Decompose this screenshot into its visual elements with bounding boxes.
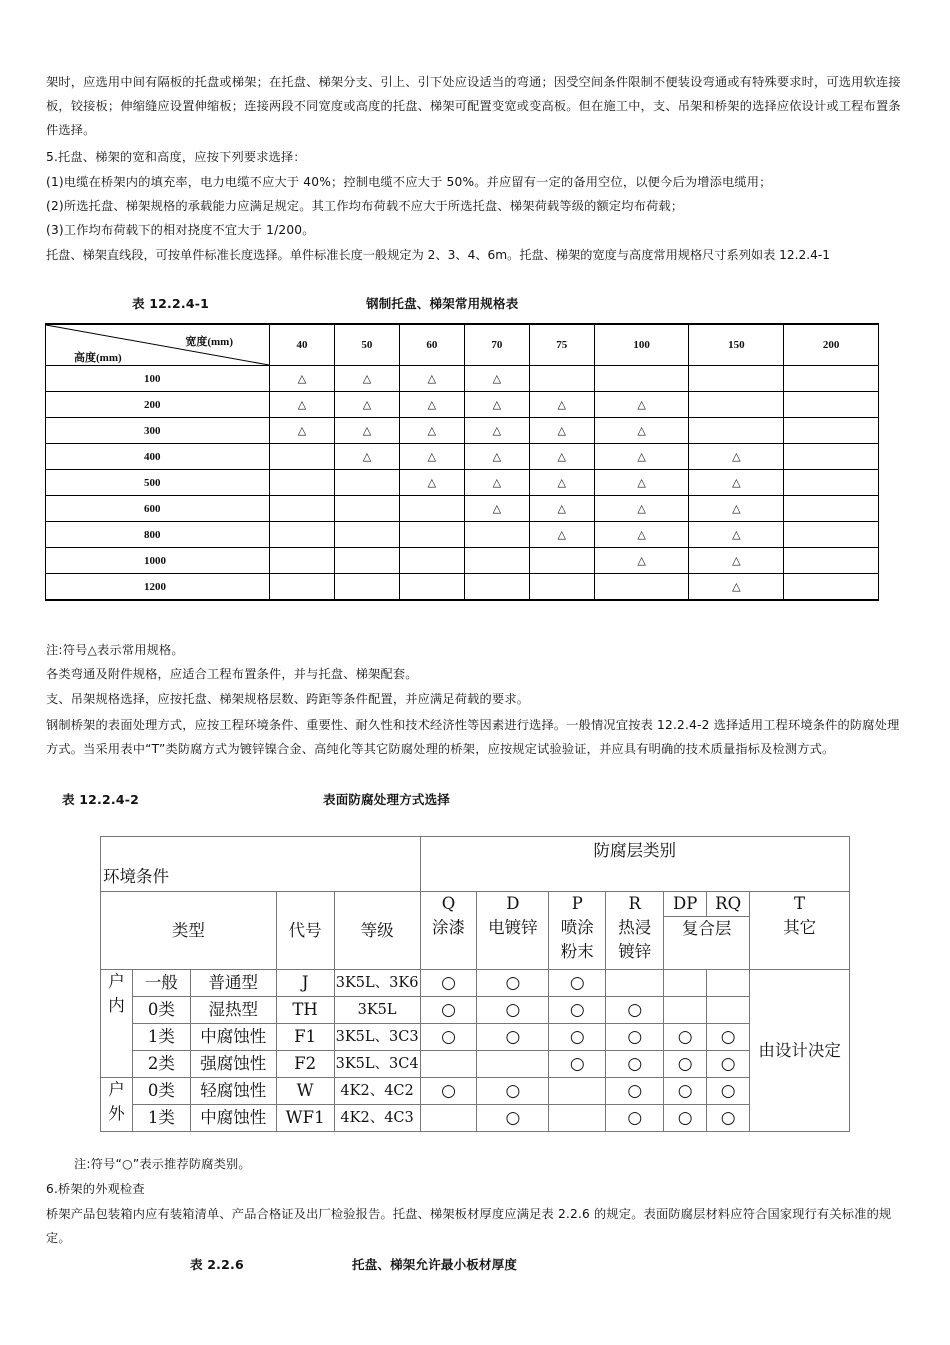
spec-cell	[784, 522, 879, 548]
triangle-icon: △	[557, 450, 567, 463]
spec-cell	[464, 496, 529, 522]
triangle-icon: △	[637, 502, 646, 515]
mark-cell	[664, 970, 707, 997]
spec-cell	[529, 574, 594, 601]
width-col: 150	[689, 324, 784, 366]
type-header: 类型	[101, 892, 277, 970]
spec-cell	[594, 444, 689, 470]
width-label: 宽度(mm)	[185, 336, 233, 348]
code-cell: J	[276, 970, 334, 997]
mark-cell	[420, 1078, 477, 1105]
height-cell: 200	[46, 392, 270, 418]
spec-cell	[270, 522, 335, 548]
width-col: 60	[399, 324, 464, 366]
d-header	[477, 892, 549, 970]
spec-cell	[464, 418, 529, 444]
spec-cell	[464, 366, 529, 392]
r-code: R	[628, 894, 641, 913]
triangle-icon: △	[362, 372, 372, 385]
table1-title: 钢制托盘、梯架常用规格表	[366, 296, 519, 311]
circle-icon: ○	[627, 1081, 643, 1101]
spec-cell	[594, 392, 689, 418]
spec-cell	[529, 418, 594, 444]
triangle-icon: △	[557, 398, 567, 411]
circle-icon: ○	[720, 1081, 736, 1101]
triangle-icon: △	[732, 450, 741, 463]
spec-cell	[399, 548, 464, 574]
circle-icon: ○	[569, 1027, 585, 1047]
height-cell: 500	[46, 470, 270, 496]
triangle-icon: △	[732, 476, 741, 489]
triangle-icon: △	[492, 476, 502, 489]
d-name: 电镀锌	[488, 918, 538, 937]
mark-cell	[707, 1078, 750, 1105]
triangle-icon: △	[427, 476, 437, 489]
spec-table	[45, 323, 879, 601]
triangle-icon: △	[732, 528, 741, 541]
spec-cell	[784, 444, 879, 470]
circle-icon: ○	[677, 1054, 693, 1074]
mark-cell	[549, 1051, 606, 1078]
spec-row	[46, 366, 879, 392]
mark-cell	[664, 997, 707, 1024]
circle-icon: ○	[441, 973, 456, 993]
spec-cell	[270, 444, 335, 470]
spec-cell	[464, 522, 529, 548]
spec-cell	[334, 548, 399, 574]
class-cell: 一般	[132, 970, 190, 997]
triangle-icon: △	[637, 450, 646, 463]
mark-cell	[477, 1051, 549, 1078]
spec-cell	[529, 366, 594, 392]
mark-cell	[477, 1024, 549, 1051]
mark-cell	[606, 1078, 664, 1105]
length-paragraph: 托盘、梯架直线段，可按单件标准长度选择。单件标准长度一般规定为 2、3、4、6m。托盘、梯架的宽度与高度常用规格尺寸系列如表 12.2.4-1	[46, 248, 831, 262]
spec-cell	[529, 522, 594, 548]
spec-cell	[689, 574, 784, 601]
spec-cell	[270, 470, 335, 496]
spec-cell	[529, 470, 594, 496]
spec-cell	[399, 418, 464, 444]
type-name-cell: 强腐蚀性	[190, 1051, 276, 1078]
q-header	[420, 892, 477, 970]
height-cell: 100	[46, 366, 270, 392]
triangle-icon: △	[637, 528, 646, 541]
spec-cell	[594, 418, 689, 444]
triangle-icon: △	[427, 372, 437, 385]
triangle-icon: △	[732, 502, 741, 515]
spec-cell	[270, 574, 335, 601]
spec-cell	[594, 470, 689, 496]
spec-row	[46, 522, 879, 548]
triangle-icon: △	[297, 372, 307, 385]
triangle-icon: △	[362, 424, 372, 437]
width-col: 40	[270, 324, 335, 366]
triangle-icon: △	[557, 502, 567, 515]
requirement-2: (2)所选托盘、梯架规格的承载能力应满足规定。其工作均布荷载不应大于所选托盘、梯架荷载等级的额定均布荷载；	[46, 199, 684, 213]
r-header	[606, 892, 664, 970]
spec-cell	[334, 470, 399, 496]
spec-cell	[399, 470, 464, 496]
requirement-1: (1)电缆在桥架内的填充率，电力电缆不应大于 40%；控制电缆不应大于 50%。并应留有一定的备用空位，以便今后为增添电缆用；	[46, 175, 772, 189]
spec-cell	[529, 392, 594, 418]
outdoor-group	[101, 1078, 133, 1132]
circle-icon: ○	[441, 1000, 456, 1020]
circle-icon: ○	[505, 1108, 521, 1128]
env-row	[101, 1051, 850, 1078]
circle-icon: ○	[441, 1081, 456, 1101]
width-col: 100	[594, 324, 689, 366]
r-name: 热浸镀锌	[618, 918, 652, 961]
spec-cell	[399, 496, 464, 522]
spec-cell	[399, 392, 464, 418]
mark-cell	[420, 997, 477, 1024]
triangle-icon: △	[637, 398, 646, 411]
grade-cell: 4K2、4C3	[334, 1105, 420, 1132]
spec-header-row	[46, 324, 879, 366]
spec-row	[46, 392, 879, 418]
spec-row	[46, 574, 879, 601]
circle-icon: ○	[627, 1027, 643, 1047]
q-name: 涂漆	[432, 918, 466, 937]
indoor-label: 户内	[108, 972, 125, 1015]
circle-icon: ○	[505, 1000, 521, 1020]
grade-cell: 3K5L、3C4	[334, 1051, 420, 1078]
spec-row	[46, 470, 879, 496]
spec-row	[46, 496, 879, 522]
mark-cell	[477, 970, 549, 997]
spec-cell	[334, 496, 399, 522]
table2-number: 表 12.2.4-2	[62, 792, 140, 807]
spec-cell	[464, 392, 529, 418]
spec-cell	[784, 574, 879, 601]
circle-icon: ○	[569, 1000, 585, 1020]
grade-cell: 4K2、4C2	[334, 1078, 420, 1105]
class-cell: 1类	[132, 1024, 190, 1051]
mark-cell	[549, 997, 606, 1024]
triangle-icon: △	[427, 398, 437, 411]
spec-cell	[334, 574, 399, 601]
triangle-icon: △	[492, 502, 502, 515]
mark-cell	[664, 1078, 707, 1105]
mark-cell	[664, 1105, 707, 1132]
triangle-icon: △	[297, 424, 307, 437]
triangle-icon: △	[637, 476, 646, 489]
mark-cell	[420, 1105, 477, 1132]
mark-cell	[606, 1105, 664, 1132]
spec-row	[46, 548, 879, 574]
code-cell: F1	[276, 1024, 334, 1051]
circle-icon: ○	[505, 1081, 521, 1101]
height-label: 高度(mm)	[74, 352, 122, 364]
spec-cell	[689, 548, 784, 574]
triangle-icon: △	[297, 398, 307, 411]
note-triangle: 注:符号△表示常用规格。	[46, 643, 184, 657]
rq-header: RQ	[707, 892, 750, 917]
mark-cell	[664, 1024, 707, 1051]
class-header: 防腐层类别	[420, 837, 849, 892]
env-row	[101, 970, 850, 997]
class-cell: 0类	[132, 1078, 190, 1105]
spec-cell	[689, 418, 784, 444]
p-header	[549, 892, 606, 970]
d-code: D	[506, 894, 520, 913]
spec-cell	[784, 470, 879, 496]
triangle-icon: △	[557, 476, 567, 489]
code-cell: TH	[276, 997, 334, 1024]
circle-icon: ○	[677, 1108, 693, 1128]
mark-cell	[606, 1051, 664, 1078]
spec-cell	[334, 444, 399, 470]
spec-cell	[784, 548, 879, 574]
spec-cell	[399, 574, 464, 601]
circle-icon: ○	[627, 1000, 643, 1020]
height-cell: 400	[46, 444, 270, 470]
mark-cell	[549, 970, 606, 997]
inspection-paragraph: 桥架产品包装箱内应有装箱清单、产品合格证及出厂检验报告。托盘、梯架板材厚度应满足表 2.2.6 的规定。表面防腐层材料应符合国家现行有关标准的规定。	[46, 1207, 892, 1245]
triangle-icon: △	[732, 580, 741, 593]
triangle-icon: △	[492, 424, 502, 437]
width-col: 75	[529, 324, 594, 366]
table1-number: 表 12.2.4-1	[132, 296, 210, 311]
width-col: 200	[784, 324, 879, 366]
mark-cell	[549, 1024, 606, 1051]
requirement-3: (3)工作均布荷载下的相对挠度不宜大于 1/200。	[46, 223, 315, 237]
t-name: 其它	[783, 918, 817, 937]
triangle-icon: △	[557, 528, 567, 541]
spec-cell	[399, 522, 464, 548]
mark-cell	[549, 1078, 606, 1105]
height-cell: 800	[46, 522, 270, 548]
triangle-icon: △	[492, 450, 502, 463]
note-fittings: 各类弯通及附件规格，应适合工程布置条件，并与托盘、梯架配套。	[46, 667, 418, 681]
note-surface: 钢制桥架的表面处理方式，应按工程环境条件、重要性、耐久性和技术经济性等因素进行选择。一般情况宜按表 12.2.4-2 选择适用工程环境条件的防腐处理方式。当采用表中“T”类防腐方式为镀锌镍合金、高纯化等其它防腐处理的桥架，应按规定试验验证，并应具有明确的技术质量指标及检测方式。	[46, 718, 900, 756]
spec-cell	[689, 392, 784, 418]
circle-icon: ○	[441, 1027, 456, 1047]
circle-icon: ○	[677, 1027, 693, 1047]
outdoor-label: 户外	[108, 1080, 125, 1123]
circle-icon: ○	[505, 973, 521, 993]
spec-cell	[334, 418, 399, 444]
spec-cell	[689, 366, 784, 392]
height-cell: 300	[46, 418, 270, 444]
mark-cell	[549, 1105, 606, 1132]
circle-icon: ○	[505, 1027, 521, 1047]
spec-cell	[784, 418, 879, 444]
spec-cell	[689, 470, 784, 496]
circle-icon: ○	[720, 1054, 736, 1074]
mark-cell	[477, 1078, 549, 1105]
spec-cell	[270, 366, 335, 392]
circle-icon: ○	[677, 1081, 693, 1101]
grade-cell: 3K5L、3K6	[334, 970, 420, 997]
t-code: T	[794, 894, 806, 913]
circle-icon: ○	[569, 1054, 585, 1074]
intro-paragraph: 架时，应选用中间有隔板的托盘或梯架；在托盘、梯架分支、引上、引下处应设适当的弯通；因受空间条件限制不便装设弯通或有特殊要求时，可选用软连接板，铰接板；伸缩缝应设置伸缩板；连接两段不同宽度或高度的托盘、梯架可配置变宽或变高板。但在施工中，支、吊架和桥架的选择应依设计或工程布置条件选择。	[46, 75, 901, 137]
spec-cell	[464, 548, 529, 574]
triangle-icon: △	[492, 398, 502, 411]
spec-cell	[270, 496, 335, 522]
grade-header: 等级	[334, 892, 420, 970]
grade-cell: 3K5L	[334, 997, 420, 1024]
grade-cell: 3K5L、3C3	[334, 1024, 420, 1051]
t2-header-row-1	[101, 837, 850, 892]
spec-cell	[594, 496, 689, 522]
t-header	[750, 892, 850, 970]
spec-cell	[270, 392, 335, 418]
triangle-icon: △	[427, 424, 437, 437]
t2-header-row-2	[101, 892, 850, 917]
mark-cell	[477, 997, 549, 1024]
spec-cell	[689, 444, 784, 470]
triangle-icon: △	[637, 424, 646, 437]
height-cell: 600	[46, 496, 270, 522]
spec-cell	[399, 366, 464, 392]
mark-cell	[420, 1024, 477, 1051]
spec-cell	[334, 522, 399, 548]
mark-cell	[477, 1105, 549, 1132]
code-header: 代号	[276, 892, 334, 970]
env-row	[101, 1105, 850, 1132]
triangle-icon: △	[732, 554, 741, 567]
note-circle: 注:符号“○”表示推荐防腐类别。	[74, 1157, 251, 1171]
mark-cell	[707, 970, 750, 997]
composite-header: 复合层	[664, 917, 750, 970]
triangle-icon: △	[427, 450, 437, 463]
mark-cell	[420, 970, 477, 997]
mark-cell	[664, 1051, 707, 1078]
type-name-cell: 湿热型	[190, 997, 276, 1024]
spec-cell	[270, 418, 335, 444]
width-col: 70	[464, 324, 529, 366]
spec-cell	[594, 366, 689, 392]
spec-row	[46, 444, 879, 470]
spec-cell	[689, 496, 784, 522]
spec-cell	[784, 496, 879, 522]
table3-number: 表 2.2.6	[190, 1257, 244, 1272]
mark-cell	[606, 1024, 664, 1051]
spec-cell	[464, 470, 529, 496]
type-name-cell: 中腐蚀性	[190, 1024, 276, 1051]
triangle-icon: △	[492, 372, 502, 385]
spec-row	[46, 418, 879, 444]
type-name-cell: 普通型	[190, 970, 276, 997]
table3-title: 托盘、梯架允许最小板材厚度	[352, 1257, 518, 1272]
class-cell: 2类	[132, 1051, 190, 1078]
spec-cell	[270, 548, 335, 574]
spec-cell	[594, 522, 689, 548]
env-header: 环境条件	[101, 837, 421, 892]
spec-cell	[689, 522, 784, 548]
type-name-cell: 轻腐蚀性	[190, 1078, 276, 1105]
type-name-cell: 中腐蚀性	[190, 1105, 276, 1132]
q-code: Q	[441, 894, 456, 913]
dp-header: DP	[664, 892, 707, 917]
spec-cell	[464, 574, 529, 601]
mark-cell	[707, 1051, 750, 1078]
spec-cell	[334, 366, 399, 392]
circle-icon: ○	[569, 973, 585, 993]
spec-cell	[334, 392, 399, 418]
circle-icon: ○	[720, 1108, 736, 1128]
mark-cell	[606, 970, 664, 997]
mark-cell	[707, 1105, 750, 1132]
indoor-group	[101, 970, 133, 1078]
spec-cell	[529, 496, 594, 522]
circle-icon: ○	[720, 1027, 736, 1047]
p-code: P	[571, 894, 583, 913]
height-cell: 1000	[46, 548, 270, 574]
circle-icon: ○	[627, 1108, 643, 1128]
code-cell: F2	[276, 1051, 334, 1078]
triangle-icon: △	[362, 398, 372, 411]
height-cell: 1200	[46, 574, 270, 601]
by-design-cell: 由设计决定	[750, 970, 850, 1132]
spec-cell	[784, 366, 879, 392]
mark-cell	[606, 997, 664, 1024]
env-row	[101, 1024, 850, 1051]
mark-cell	[420, 1051, 477, 1078]
item-6: 6.桥架的外观检查	[46, 1182, 145, 1196]
spec-cell	[399, 444, 464, 470]
mark-cell	[707, 1024, 750, 1051]
code-cell: WF1	[276, 1105, 334, 1132]
spec-cell	[784, 392, 879, 418]
corner-header	[46, 324, 270, 366]
mark-cell	[707, 997, 750, 1024]
spec-cell	[594, 548, 689, 574]
env-row	[101, 1078, 850, 1105]
circle-icon: ○	[627, 1054, 643, 1074]
env-row	[101, 997, 850, 1024]
spec-cell	[529, 548, 594, 574]
triangle-icon: △	[637, 554, 646, 567]
triangle-icon: △	[362, 450, 372, 463]
note-supports: 支、吊架规格选择，应按托盘、梯架规格层数、跨距等条件配置，并应满足荷载的要求。	[46, 692, 530, 706]
class-cell: 1类	[132, 1105, 190, 1132]
triangle-icon: △	[557, 424, 567, 437]
table2-title: 表面防腐处理方式选择	[323, 792, 451, 807]
width-col: 50	[334, 324, 399, 366]
spec-cell	[594, 574, 689, 601]
item-5: 5.托盘、梯架的宽和高度，应按下列要求选择：	[46, 150, 306, 164]
class-cell: 0类	[132, 997, 190, 1024]
anticorrosion-table	[100, 836, 850, 1132]
p-name: 喷涂粉末	[560, 918, 594, 961]
spec-cell	[464, 444, 529, 470]
spec-cell	[529, 444, 594, 470]
code-cell: W	[276, 1078, 334, 1105]
